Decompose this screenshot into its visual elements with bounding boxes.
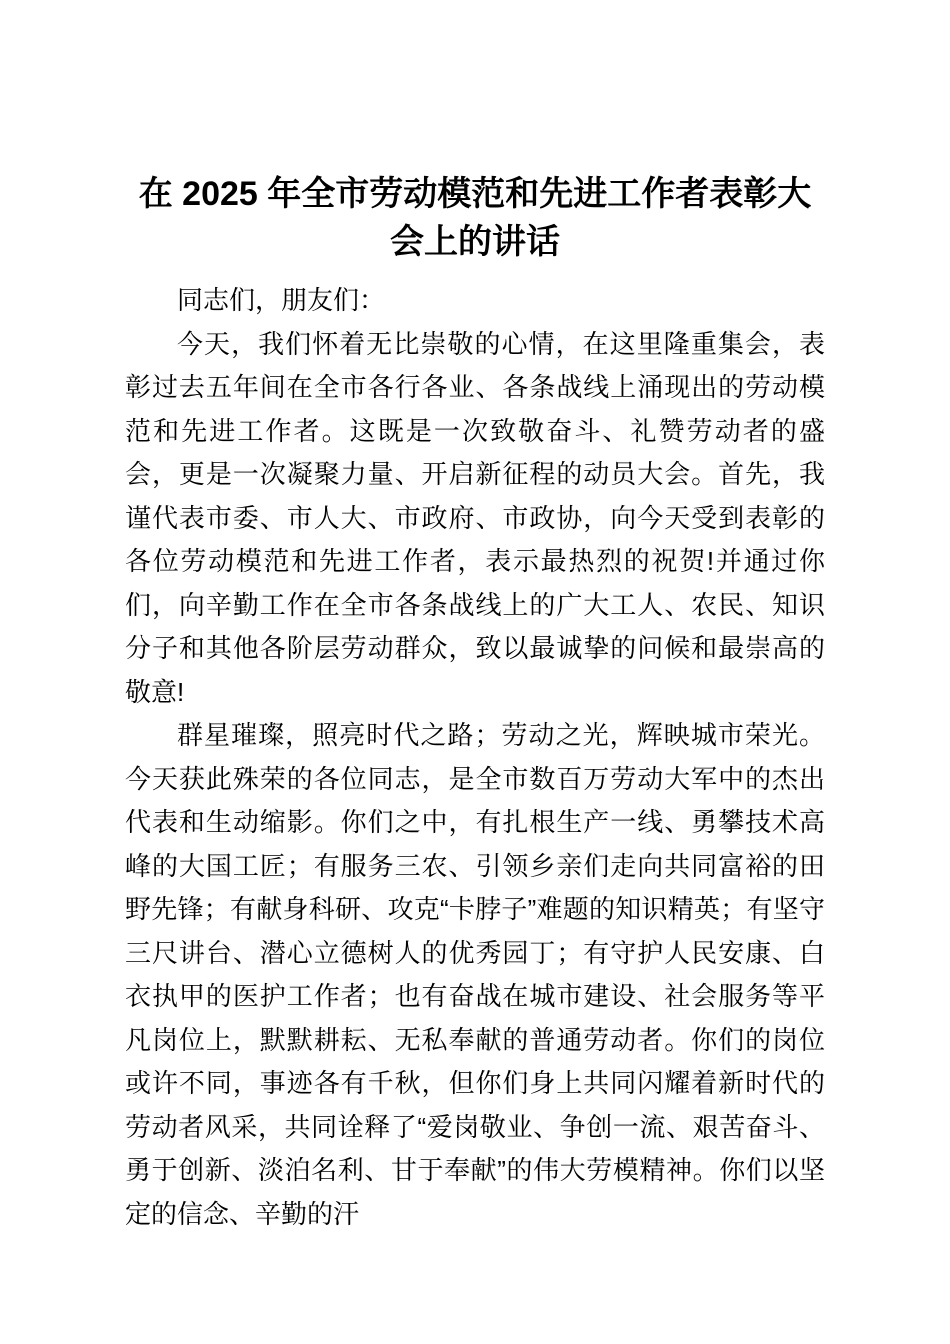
document-content <box>125 170 825 1236</box>
paragraph-body-2: 群星璀璨，照亮时代之路；劳动之光，辉映城市荣光。今天获此殊荣的各位同志，是全市数百万劳动大军中的杰出代表和生动缩影。你们之中，有扎根生产一线、勇攀技术高峰的大国工匠；有服务三农、引领乡亲们走向共同富裕的田野先锋；有献身科研、攻克“卡脖子”难题的知识精英；有坚守三尺讲台、潜心立德树人的优秀园丁；有守护人民安康、白衣执甲的医护工作者；也有奋战在城市建设、社会服务等平凡岗位上，默默耕耘、无私奉献的普通劳动者。你们的岗位或许不同，事迹各有千秋，但你们身上共同闪耀着新时代的劳动者风采，共同诠释了“爱岗敬业、争创一流、艰苦奋斗、勇于创新、淡泊名利、甘于奉献”的伟大劳模精神。你们以坚定的信念、辛勤的汗 <box>125 720 825 1229</box>
paragraph-salutation: 同志们，朋友们： <box>177 285 386 315</box>
paragraph-body-1: 今天，我们怀着无比崇敬的心情，在这里隆重集会，表彰过去五年间在全市各行各业、各条战线上涌现出的劳动模范和先进工作者。这既是一次致敬奋斗、礼赞劳动者的盛会，更是一次凝聚力量、开启新征程的动员大会。首先，我谨代表市委、市人大、市政府、市政协，向今天受到表彰的各位劳动模范和先进工作者，表示最热烈的祝贺!并通过你们，向辛勤工作在全市各条战线上的广大工人、农民、知识分子和其他各阶层劳动群众，致以最诚挚的问候和最崇高的敬意! <box>125 328 825 707</box>
document-title: 在 2025 年全市劳动模范和先进工作者表彰大会上的讲话 <box>138 175 812 261</box>
